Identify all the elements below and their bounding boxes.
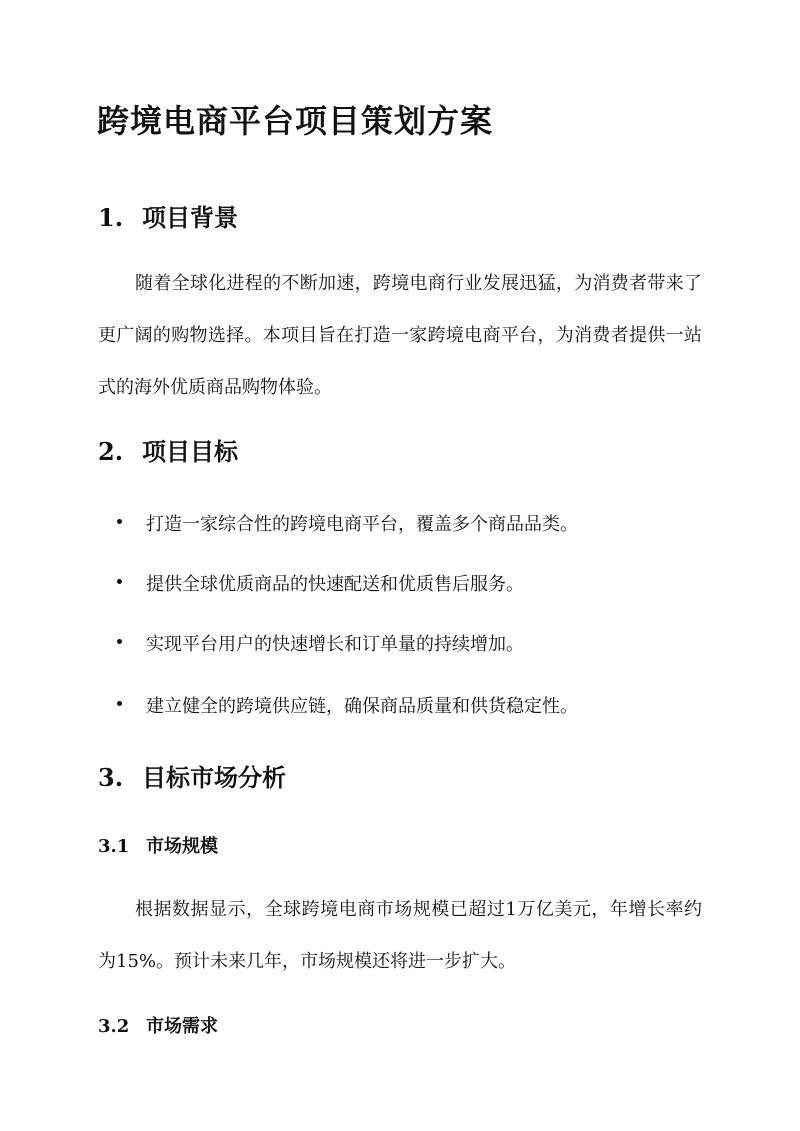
subsection-heading-market-size <box>98 832 218 858</box>
bullet-icon <box>117 579 122 584</box>
subsection-number: 3.1 <box>98 836 130 857</box>
bullet-icon <box>117 519 122 524</box>
section-number: 1. <box>98 203 124 232</box>
background-paragraph: 随着全球化进程的不断加速，跨境电商行业发展迅猛，为消费者带来了更广阔的购物选择。本项目旨在打造一家跨境电商平台，为消费者提供一站式的海外优质商品购物体验。 <box>98 273 702 398</box>
section-number: 3. <box>98 763 124 792</box>
list-item-text: 提供全球优质商品的快速配送和优质售后服务。 <box>146 574 524 595</box>
section-heading-market-analysis <box>98 758 286 793</box>
list-item-text: 实现平台用户的快速增长和订单量的持续增加。 <box>146 634 524 655</box>
list-item-text: 打造一家综合性的跨境电商平台，覆盖多个商品品类。 <box>146 514 578 535</box>
section-number: 2. <box>98 437 124 466</box>
bullet-icon <box>117 701 122 706</box>
section-title: 目标市场分析 <box>142 763 286 792</box>
subsection-title: 市场需求 <box>146 1016 218 1037</box>
section-title: 项目目标 <box>142 437 238 466</box>
bullet-icon <box>117 639 122 644</box>
section-title: 项目背景 <box>142 203 238 232</box>
list-item-text: 建立健全的跨境供应链，确保商品质量和供货稳定性。 <box>146 696 578 717</box>
section-heading-goals <box>98 432 238 467</box>
subsection-heading-market-demand <box>98 1012 218 1038</box>
document-title: 跨境电商平台项目策划方案 <box>97 102 494 140</box>
subsection-title: 市场规模 <box>146 836 218 857</box>
subsection-number: 3.2 <box>98 1016 130 1037</box>
section-heading-background <box>98 198 238 233</box>
market-size-paragraph: 根据数据显示，全球跨境电商市场规模已超过1万亿美元，年增长率约为15%。预计未来几年，市场规模还将进一步扩大。 <box>98 899 702 972</box>
